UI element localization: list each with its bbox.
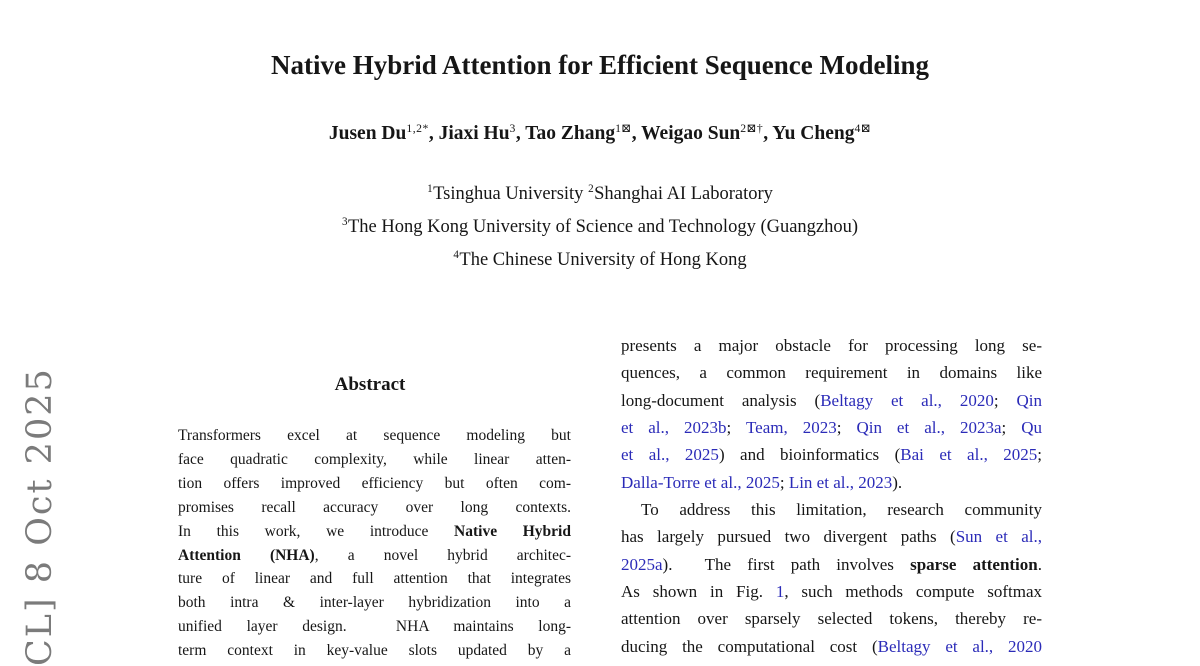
affiliations (0, 175, 1200, 275)
author-line (0, 121, 1200, 145)
text-line (0, 175, 1200, 208)
text-line (178, 424, 571, 448)
text-run: face quadratic complexity, while linear atten- (178, 450, 571, 468)
text-run: , Tao Zhang (515, 123, 616, 144)
text-run: ; (836, 418, 857, 438)
text-run: ) and bioinformatics ( (718, 445, 901, 465)
text-line (621, 414, 1042, 441)
text-run: The Hong Kong University of Science and Technology (Guangzhou) (347, 217, 859, 238)
citation-link[interactable]: Beltagy et al., 2020 (820, 390, 994, 410)
text-line (621, 332, 1042, 359)
text-run: Transformers excel at sequence modeling but (178, 427, 571, 444)
citation-link[interactable]: Beltagy et al., 2020 (877, 636, 1042, 656)
text-line (178, 520, 571, 544)
text-run: ; (993, 390, 1017, 410)
text-line (621, 469, 1042, 496)
citation-link[interactable]: Qu (1021, 418, 1042, 438)
text-run: ture of linear and full attention that integrates (178, 570, 571, 588)
abstract-heading: Abstract (334, 374, 406, 395)
citation-link[interactable]: Bai et al., 2025 (900, 445, 1038, 465)
text-run: 3 (509, 122, 516, 135)
text-run: ducing the computational cost ( (621, 636, 878, 656)
citation-link[interactable]: et al., 2023b (621, 418, 727, 438)
text-run: 3 (341, 216, 348, 229)
citation-link[interactable]: Sun et al., (955, 527, 1042, 547)
text-run: , Weigao Sun (631, 123, 741, 144)
text-run: , Jiaxi Hu (428, 123, 510, 144)
text-run: , such methods compute softmax (784, 582, 1043, 602)
text-run: Jusen Du (328, 123, 407, 144)
text-line (178, 639, 571, 663)
arxiv-watermark: CL] 8 Oct 2025 (20, 367, 60, 666)
text-line (178, 472, 571, 496)
text-run: tion offers improved efficiency but often com- (178, 474, 571, 492)
citation-link[interactable]: 1 (775, 582, 785, 602)
text-run: ; (1001, 418, 1022, 438)
text-line (621, 578, 1042, 605)
text-run: sparse attention (910, 554, 1038, 574)
citation-link[interactable]: Lin et al., 2023 (788, 472, 893, 492)
text-run: Shanghai AI Laboratory (594, 184, 773, 204)
text-line (178, 615, 571, 639)
abstract-text (178, 424, 571, 663)
text-line (0, 241, 1200, 274)
text-run: attention over sparsely selected tokens, thereby re- (621, 609, 1042, 629)
text-line (621, 387, 1042, 414)
text-run: 2⊠† (740, 122, 764, 135)
intro-column (621, 332, 1042, 660)
text-run: 4⊠ (854, 122, 872, 135)
citation-link[interactable]: Qin et al., 2023a (856, 418, 1002, 438)
text-run: 1 (427, 183, 434, 195)
text-run: To address this limitation, research community (641, 500, 1042, 520)
text-run: Tsinghua University (433, 184, 589, 204)
text-run: . (1037, 554, 1042, 574)
text-run: quences, a common requirement in domains like (621, 363, 1042, 383)
text-run: ). The first path involves (662, 554, 911, 574)
text-run: ). (892, 472, 903, 492)
text-line (621, 551, 1042, 578)
text-run: presents a major obstacle for processing long se- (621, 336, 1042, 355)
text-line (621, 359, 1042, 386)
text-line (178, 544, 571, 568)
text-run: has largely pursued two divergent paths ( (621, 527, 956, 547)
text-run: ; (726, 418, 746, 438)
text-run: Native Hybrid (454, 522, 571, 540)
text-line (621, 441, 1042, 468)
text-run: 1,2* (406, 122, 429, 135)
text-run: both intra & inter-layer hybridization into a (178, 594, 571, 612)
text-run: unified layer design. NHA maintains long- (178, 618, 571, 636)
text-line (621, 496, 1042, 523)
citation-link[interactable]: Qin (1016, 390, 1042, 410)
citation-link[interactable]: Team, 2023 (745, 418, 837, 438)
text-run: As shown in Fig. (621, 582, 776, 602)
text-run: , Yu Cheng (763, 123, 855, 144)
text-line (621, 523, 1042, 550)
text-run: The Chinese University of Hong Kong (459, 250, 747, 271)
text-line (621, 633, 1042, 660)
paper-title: Native Hybrid Attention for Efficient Sequence Modeling (271, 50, 929, 80)
text-line (621, 605, 1042, 632)
text-run: , a novel hybrid architec- (314, 546, 571, 564)
text-line (178, 496, 571, 520)
text-run: ; (779, 472, 789, 492)
text-run: Attention (NHA) (178, 546, 315, 564)
text-line (178, 591, 571, 615)
text-run: 1⊠ (615, 122, 632, 135)
text-run: In this work, we introduce (178, 522, 455, 540)
text-run: 2 (588, 183, 595, 195)
text-line (178, 448, 571, 472)
text-run: long-document analysis ( (621, 390, 821, 410)
text-run: 4 (453, 249, 460, 262)
text-line (0, 208, 1200, 241)
text-run: promises recall accuracy over long contexts. (178, 498, 571, 516)
citation-link[interactable]: Dalla-Torre et al., 2025 (621, 472, 780, 492)
text-run: term context in key-value slots updated by a (178, 642, 571, 660)
text-run: ; (1037, 445, 1042, 465)
text-line (178, 567, 571, 591)
citation-link[interactable]: 2025a (621, 554, 663, 574)
citation-link[interactable]: et al., 2025 (621, 445, 719, 465)
